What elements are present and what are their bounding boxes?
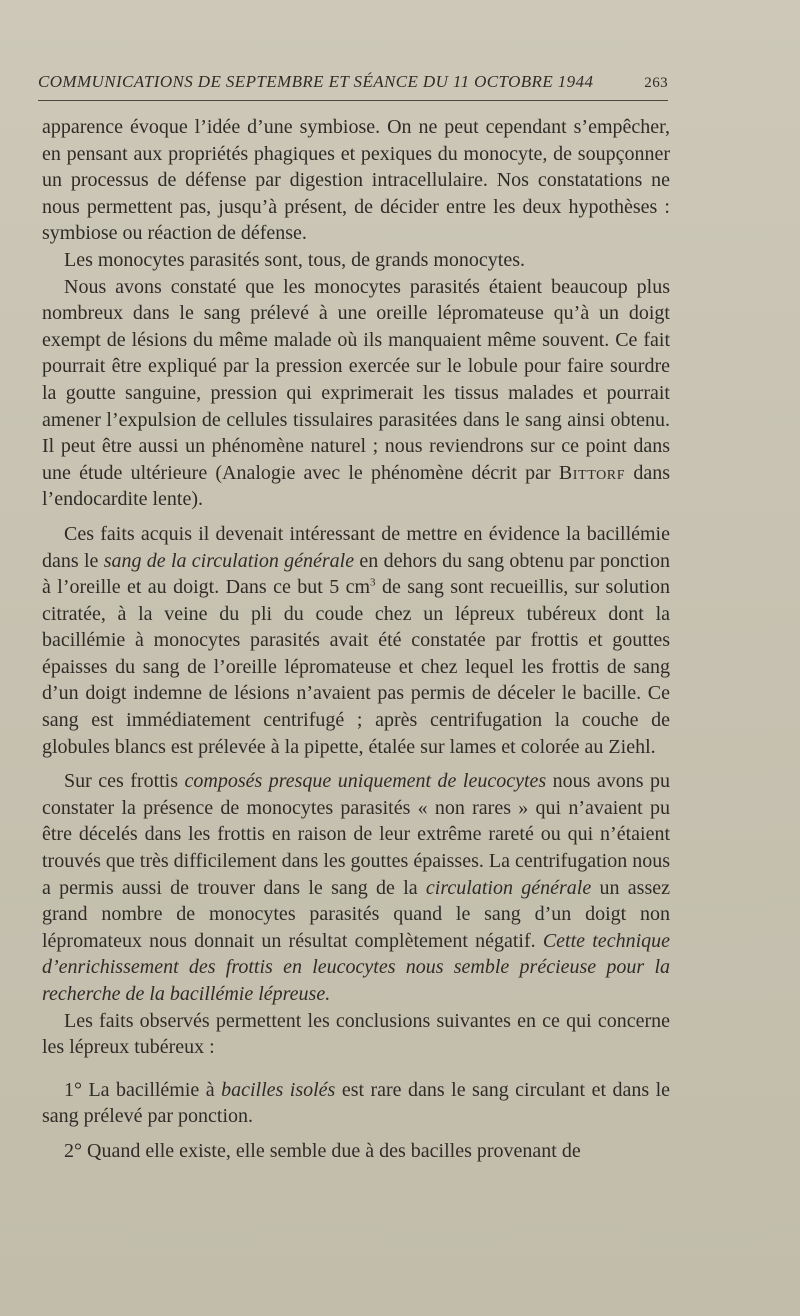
body-text [42, 114, 670, 1165]
paragraph-5-emphasis-3: Cette technique d’enrichissement des frottis en leucocytes nous semble précieuse pour la recherche de la bacillémie lépreuse. [42, 929, 670, 1005]
conclusion-1-emphasis: bacilles isolés [221, 1078, 336, 1101]
paragraph-2: Les monocytes parasités sont, tous, de grands monocytes. [64, 248, 526, 271]
paragraph-1: apparence évoque l’idée d’une symbiose. On ne peut cependant s’empêcher, en pensant aux propriétés phagiques et pexiques du monocyte, de soupçonner un processus de défense par digestion intracellulaire. Nos constatations ne nous permettent pas, jusqu’à présent, de décider entre les deux hypothèses : symbiose ou réaction de défense. [42, 116, 670, 245]
paragraph-3 [42, 274, 670, 513]
author-name: Bittorf [558, 461, 626, 484]
conclusion-2: 2° Quand elle existe, elle semble due à des bacilles provenant de [64, 1139, 581, 1162]
paragraph-4-emphasis: sang de la circulation générale [103, 549, 355, 572]
running-header [38, 72, 668, 101]
paragraph-4-b: en dehors du sang obtenu par ponction à l’oreille et au doigt. Dans ce but 5 cm [42, 549, 670, 599]
paragraph-5-b: nous avons pu constater la présence de monocytes parasités « non rares » qui n’avaient pu être décelés dans les frottis en raison de leur extrême rareté ou qui n’étaient trouvés que très difficilement dans les gouttes épaisses. La centrifugation nous a permis aussi de trouver dans le sang de la [42, 770, 671, 899]
paragraph-4-c: de sang sont recueillis, sur solution citratée, à la veine du pli du coude chez un lépreux tubéreux dont la bacillémie à monocytes parasités avait été constatée par frottis et gouttes épaisses du sang de l’oreille lépromateuse et chez lequel les frottis de sang d’un doigt indemne de lésions n’avaient pas permis de déceler le bacille. Ce sang est immédiatement centrifugé ; après centrifugation la couche de globules blancs est prélevée à la pipette, étalée sur lames et colorée au Ziehl. [42, 576, 671, 758]
paragraph-5 [42, 768, 670, 1007]
superscript-3: 3 [370, 576, 376, 589]
running-title: COMMUNICATIONS DE SEPTEMBRE ET SÉANCE DU 11 OCTOBRE 1944 [38, 72, 594, 91]
conclusion-1 [42, 1077, 670, 1130]
page-number: 263 [644, 75, 668, 91]
paragraph-5-a: Sur ces frottis [64, 770, 179, 793]
conclusion-1-b: est rare dans le sang circulant et dans le sang prélevé par ponction. [42, 1078, 671, 1128]
paragraph-4 [42, 521, 670, 760]
paragraph-6: Les faits observés permettent les conclusions suivantes en ce qui concerne les lépreux tubéreux : [42, 1009, 670, 1059]
paragraph-5-emphasis-1: composés presque uniquement de leucocytes [184, 770, 547, 793]
paragraph-4-a: Ces faits acquis il devenait intéressant de mettre en évidence la bacillémie dans le [42, 522, 670, 572]
paragraph-3-end: dans l’endocardite lente). [42, 461, 671, 511]
paragraph-3-text: Nous avons constaté que les monocytes parasités étaient beaucoup plus nombreux dans le sang prélevé à une oreille lépromateuse qu’à un doigt exempt de lésions du même malade où ils manquaient même souvent. Ce fait pourrait être expliqué par la pression exercée sur le lobule pour faire sourdre la goutte sanguine, pression qui exprimerait les tissus malades et pourrait amener l’expulsion de cellules tissulaires parasitées dans le sang ainsi obtenu. Il peut être aussi un phénomène naturel ; nous reviendrons sur ce point dans une étude ultérieure (Analogie avec le phénomène décrit par [42, 275, 670, 484]
paragraph-5-emphasis-2: circulation générale [425, 876, 592, 899]
conclusion-1-a: 1° La bacillémie à [64, 1078, 215, 1101]
paragraph-5-c: un assez grand nombre de monocytes parasités quand le sang d’un doigt non lépromateux nous donnait un résultat complètement négatif. [42, 876, 671, 952]
